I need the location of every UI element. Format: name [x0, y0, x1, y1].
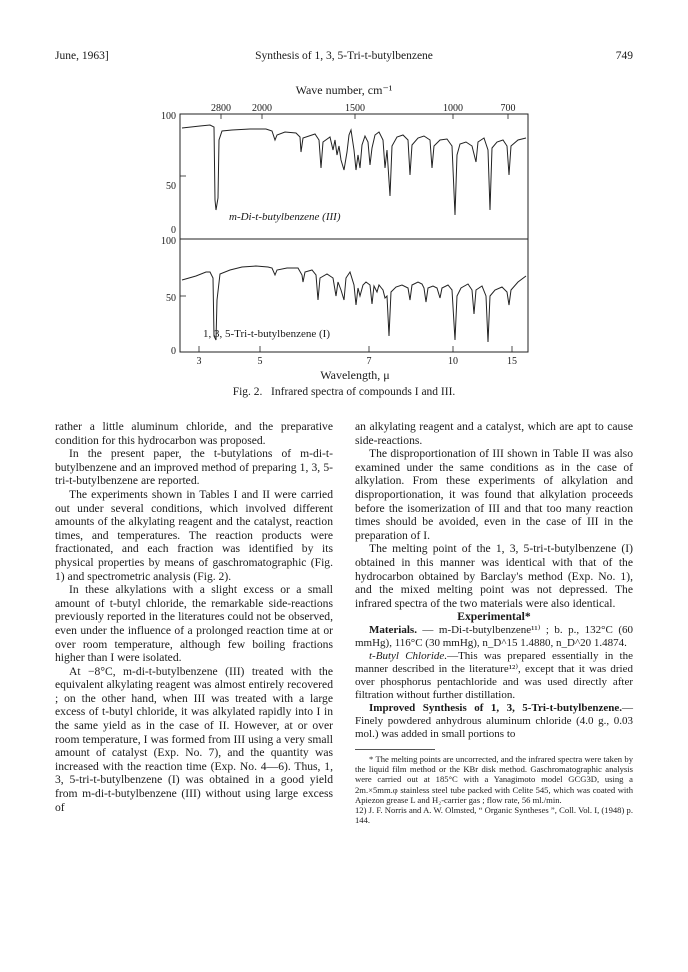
top-tick-label: 2000: [252, 103, 272, 114]
y-tick-label: 100: [161, 236, 176, 247]
top-tick-label: 2800: [211, 103, 231, 114]
butyl-chloride-text: —This was prepared essentially in the manner described in the literature¹²⁾, except that it was dried over phosphorus pentachloride and was used directly after filtration without further distillation.: [355, 649, 633, 701]
running-head-title: Synthesis of 1, 3, 5-Tri-t-butylbenzene: [255, 50, 433, 62]
upper-y-tick-labels: [161, 111, 176, 236]
butyl-chloride-paragraph: [355, 650, 633, 702]
improved-synthesis-text: —Finely powdered anhydrous aluminum chloride (4.0 g., 0.03 mol.) was added in small portions to: [355, 701, 633, 740]
running-head-date: June, 1963]: [55, 50, 109, 62]
bottom-tick-label: 5: [257, 356, 263, 367]
lower-y-tick-labels: [161, 236, 176, 357]
infrared-spectra-figure: [0, 0, 688, 400]
y-tick-label: 0: [171, 225, 176, 236]
top-tick-label: 700: [500, 103, 516, 114]
section-heading: Experimental*: [457, 610, 531, 624]
bottom-tick-label: 3: [196, 356, 202, 367]
top-axis-title: Wave number, cm⁻¹: [295, 83, 393, 97]
bottom-tick-label: 10: [448, 356, 458, 367]
top-tick-label: 1000: [443, 103, 463, 114]
bottom-axis-title: Wavelength, μ: [320, 368, 390, 382]
paragraph: The experiments shown in Tables I and II were carried out under several conditions, which involved different amounts of the alkylating reagent and the catalyst, reaction times, and temperatures. The reaction products were fractionated, and each fraction was identified by its physical properties by means of gaschromatographic (Fig. 1) and spectrometric analysis (Fig. 2).: [55, 487, 333, 583]
footnote-rule: [355, 749, 435, 750]
footnote-star: * The melting points are uncorrected, and the infrared spectra were taken by the liquid film method or the KBr disk method. Gaschromatographic analysis were carried out at 185°C with a Yanagimoto model GCG3D, using a 2m.×5mm.φ stainless steel tube packed with Celite 545, which was coated with Apiezon grease L and H₂-carrier gas ; flow rate, 56 ml./min.: [355, 753, 633, 805]
figure-caption: Fig. 2. Infrared spectra of compounds I and III.: [232, 386, 456, 398]
frame-ticks: [180, 114, 512, 352]
left-text-column: [55, 420, 333, 814]
paragraph: In the present paper, the t-butylations of m-di-t-butylbenzene and an improved method of preparing 1, 3, 5-tri-t-butylbenzene are reported.: [55, 447, 333, 488]
bottom-tick-label: 15: [507, 356, 517, 367]
y-tick-label: 0: [171, 346, 176, 357]
paragraph: In these alkylations with a slight excess or a small amount of t-butyl chloride, the remarkable side-reactions previously reported in the literatures could not be observed, even under the influence of a prolonged reaction time at or over room temperature, although few boiling fractions higher than I were isolated.: [55, 583, 333, 665]
materials-heading: Materials.: [369, 623, 417, 636]
y-tick-label: 50: [166, 293, 176, 304]
y-tick-label: 100: [161, 111, 176, 122]
bottom-tick-labels: [197, 356, 518, 367]
butyl-chloride-heading: t-Butyl Chloride.: [369, 649, 448, 662]
paragraph: rather a little aluminum chloride, and the preparative condition for this hydrocarbon was proposed.: [55, 420, 333, 447]
paragraph: At −8°C, m-di-t-butylbenzene (III) treated with the equivalent alkylating reagent was almost entirely recovered ; on the other hand, when III was treated with a large excess of t-butyl chloride, it was alkylated rapidly into I in the same yield as in the case of II. However, at or over room temperature, I was formed from III using a very small amount of catalyst (Exp. No. 7), and the quantity was increased with the reaction time (Exp. No. 4—6). Thus, 1, 3, 5-tri-t-butylbenzene (I) was obtained in a good yield from m-di-t-butylbenzene (III) without using large excess of: [55, 664, 333, 814]
bottom-tick-label: 7: [366, 356, 372, 367]
upper-spectrum-trace: [182, 125, 526, 215]
right-text-column: [355, 420, 633, 825]
footnote-reference-12: 12) J. F. Norris and A. W. Olmsted, “ Organic Syntheses ”, Coll. Vol. I, (1948) p. 144.: [355, 804, 633, 826]
y-tick-label: 50: [166, 181, 176, 192]
paragraph: The melting point of the 1, 3, 5-tri-t-butylbenzene (I) obtained in this manner was identical with that of the hydrocarbon obtained by Barclay's method (Exp. No. 1), and the mixed melting point was not depressed. The infrared spectra of the two materials were also identical.: [355, 542, 633, 610]
materials-text: — m-Di-t-butylbenzene¹¹⁾ ; b. p., 132°C (60 mmHg), 116°C (30 mmHg), n_D^15 1.4880, n_D^20 1.4874.: [355, 623, 633, 649]
paragraph: The disproportionation of III shown in Table II was also examined under the same conditions as in the case of alkylation. From these experiments of alkylation and disproportionation, it was found that alkylation proceeds before the isomerization of III and that too many reaction times should be avoided, even in the case of III in the preparation of I.: [355, 447, 633, 542]
materials-paragraph: [355, 624, 633, 650]
upper-spectrum-label: m-Di-t-butylbenzene (III): [229, 211, 341, 223]
improved-synthesis-heading: Improved Synthesis of 1, 3, 5-Tri-t-butylbenzene.: [369, 701, 622, 714]
paragraph: an alkylating reagent and a catalyst, which are apt to cause side-reactions.: [355, 420, 633, 447]
top-tick-labels: [211, 103, 516, 114]
top-tick-label: 1500: [345, 103, 365, 114]
page-number: 749: [615, 50, 633, 62]
improved-synthesis-paragraph: [355, 702, 633, 741]
lower-spectrum-label: 1, 3, 5-Tri-t-butylbenzene (I): [203, 328, 330, 340]
